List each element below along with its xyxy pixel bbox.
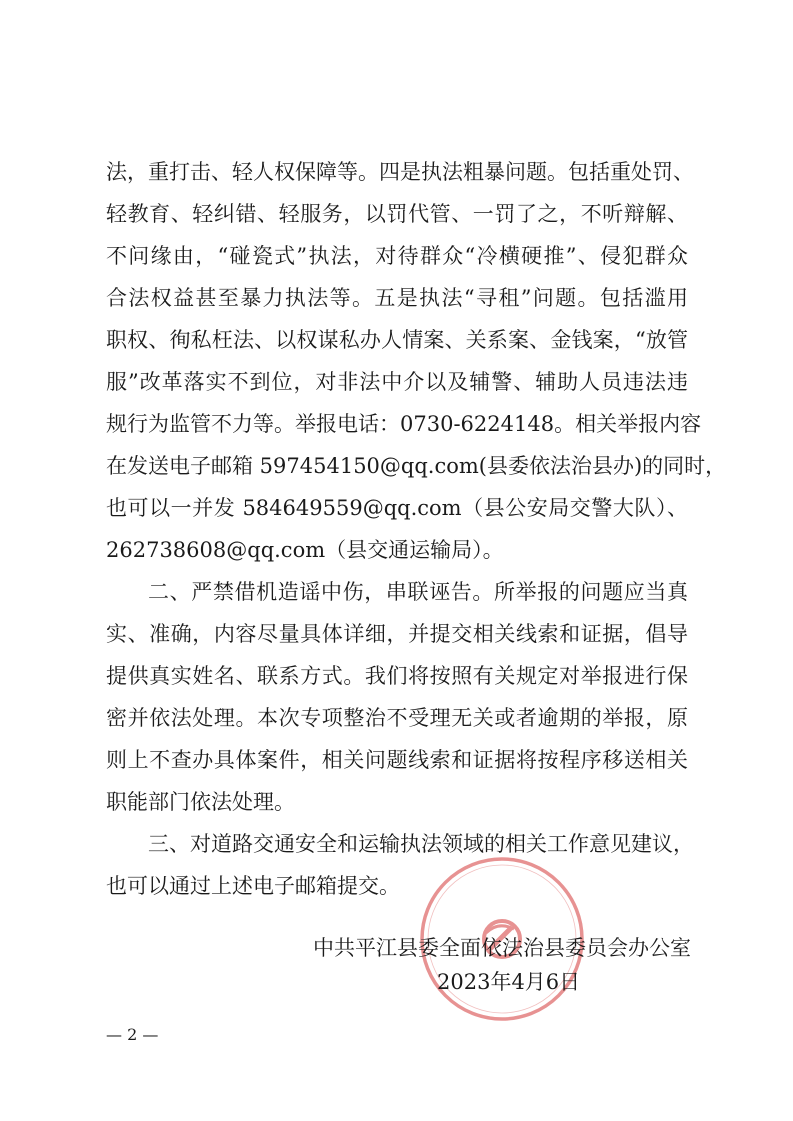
- body-line: 在发送电子邮箱 597454150@qq.com(县委依法治县办)的同时，: [106, 454, 727, 478]
- body-line: 不问缘由，“碰瓷式”执法，对待群众“冷横硬推”、侵犯群众: [106, 244, 688, 268]
- body-line: 262738608@qq.com（县交通运输局）。: [106, 538, 504, 562]
- body-line: 提供真实姓名、联系方式。我们将按照有关规定对举报进行保: [106, 664, 688, 688]
- body-line: 也可以通过上述电子邮箱提交。: [106, 874, 400, 898]
- body-line: 职能部门依法处理。: [106, 790, 295, 814]
- issue-date: 2023年4月6日: [437, 970, 581, 994]
- body-line: 轻教育、轻纠错、轻服务，以罚代管、一罚了之，不听辩解、: [106, 202, 688, 226]
- body-line: 三、对道路交通安全和运输执法领域的相关工作意见建议，: [148, 832, 694, 856]
- page-number: — 2 —: [106, 1025, 159, 1044]
- body-line: 则上不查办具体案件，相关问题线索和证据将按程序移送相关: [106, 748, 688, 772]
- body-line: 实、准确，内容尽量具体详细，并提交相关线索和证据，倡导: [106, 622, 688, 646]
- body-line: 二、严禁借机造谣中伤，串联诬告。所举报的问题应当真: [148, 580, 688, 604]
- body-line: 职权、徇私枉法、以权谋私办人情案、关系案、金钱案，“放管: [106, 328, 688, 352]
- body-line: 合法权益甚至暴力执法等。五是执法“寻租”问题。包括滥用: [106, 286, 688, 310]
- body-line: 法，重打击、轻人权保障等。四是执法粗暴问题。包括重处罚、: [106, 160, 694, 184]
- body-line: 也可以一并发 584649559@qq.com（县公安局交警大队）、: [106, 496, 688, 520]
- body-line: 规行为监管不力等。举报电话：0730-6224148。相关举报内容: [106, 412, 702, 436]
- body-line: 密并依法处理。本次专项整治不受理无关或者逾期的举报，原: [106, 706, 688, 730]
- body-line: 服”改革落实不到位，对非法中介以及辅警、辅助人员违法违: [106, 370, 688, 394]
- issuing-organization: 中共平江县委全面依法治县委员会办公室: [313, 936, 691, 960]
